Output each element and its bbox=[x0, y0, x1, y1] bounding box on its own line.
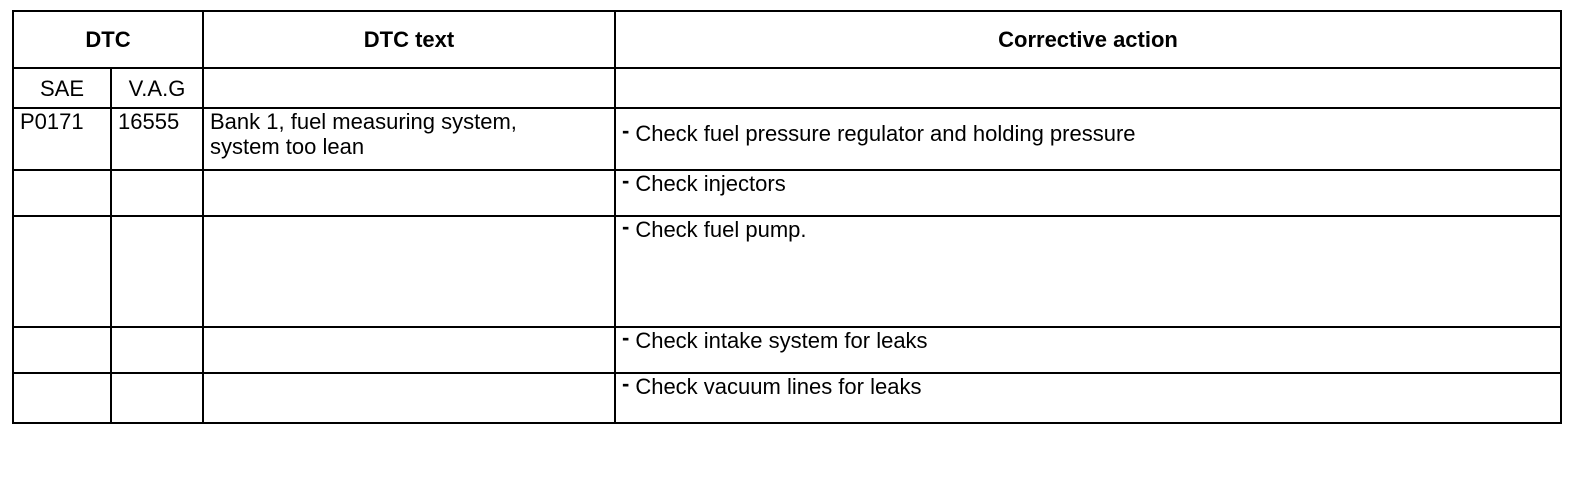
empty-cell bbox=[13, 373, 111, 423]
sae-code: P0171 bbox=[13, 108, 111, 170]
dash-bullet: - bbox=[622, 216, 630, 239]
corrective-action bbox=[615, 216, 1561, 327]
subheader-row bbox=[13, 68, 1561, 108]
empty-cell bbox=[111, 216, 203, 327]
corrective-action bbox=[615, 327, 1561, 373]
dash-bullet: - bbox=[622, 373, 630, 396]
empty-cell bbox=[111, 170, 203, 216]
header-row bbox=[13, 11, 1561, 68]
subheader-vag: V.A.G bbox=[111, 68, 203, 108]
dash-bullet: - bbox=[622, 170, 630, 193]
corrective-action bbox=[615, 170, 1561, 216]
dash-bullet: - bbox=[622, 327, 630, 350]
action-text: Check injectors bbox=[635, 171, 786, 196]
dtc-description bbox=[203, 108, 615, 170]
header-dtc-text: DTC text bbox=[203, 11, 615, 68]
dtc-description-line-1: Bank 1, fuel measuring system, bbox=[210, 109, 517, 134]
action-text: Check vacuum lines for leaks bbox=[635, 374, 922, 399]
dtc-description-line-2: system too lean bbox=[210, 134, 365, 159]
empty-cell bbox=[203, 327, 615, 373]
subheader-empty-text bbox=[203, 68, 615, 108]
dash-bullet: - bbox=[622, 118, 630, 143]
empty-cell bbox=[203, 373, 615, 423]
table-row bbox=[13, 327, 1561, 373]
subheader-empty-action bbox=[615, 68, 1561, 108]
table-row bbox=[13, 216, 1561, 327]
empty-cell bbox=[111, 373, 203, 423]
action-text: Check fuel pressure regulator and holding pressure bbox=[635, 121, 1136, 146]
subheader-sae: SAE bbox=[13, 68, 111, 108]
table-row bbox=[13, 170, 1561, 216]
empty-cell bbox=[13, 327, 111, 373]
vag-code: 16555 bbox=[111, 108, 203, 170]
action-text: Check fuel pump. bbox=[635, 217, 807, 242]
empty-cell bbox=[203, 170, 615, 216]
corrective-action bbox=[615, 373, 1561, 423]
table-row bbox=[13, 108, 1561, 170]
header-dtc: DTC bbox=[13, 11, 203, 68]
empty-cell bbox=[203, 216, 615, 327]
empty-cell bbox=[111, 327, 203, 373]
action-text: Check intake system for leaks bbox=[635, 328, 928, 353]
empty-cell bbox=[13, 170, 111, 216]
corrective-action bbox=[615, 108, 1561, 170]
empty-cell bbox=[13, 216, 111, 327]
header-corrective-action: Corrective action bbox=[615, 11, 1561, 68]
dtc-table bbox=[12, 10, 1562, 424]
table-row bbox=[13, 373, 1561, 423]
